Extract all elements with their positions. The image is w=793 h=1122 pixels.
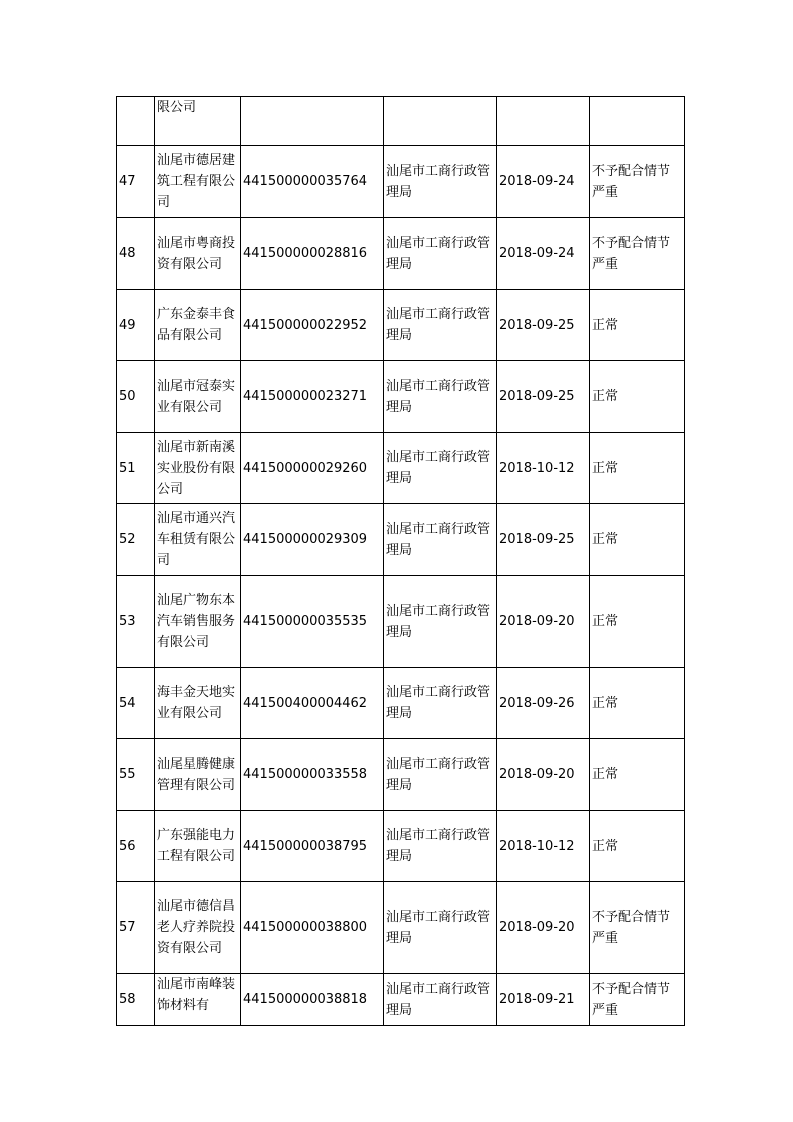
company-name: 海丰金天地实业有限公司 xyxy=(155,668,241,739)
row-number xyxy=(117,97,155,146)
row-number: 50 xyxy=(117,361,155,433)
authority xyxy=(384,97,497,146)
status: 不予配合情节严重 xyxy=(590,974,685,1026)
table-row xyxy=(117,504,685,576)
company-name: 广东强能电力工程有限公司 xyxy=(155,811,241,882)
authority: 汕尾市工商行政管理局 xyxy=(384,433,497,504)
authority: 汕尾市工商行政管理局 xyxy=(384,504,497,576)
table-row xyxy=(117,290,685,361)
row-number: 58 xyxy=(117,974,155,1026)
registration-code: 441500000023271 xyxy=(241,361,384,433)
table-row xyxy=(117,739,685,811)
authority: 汕尾市工商行政管理局 xyxy=(384,974,497,1026)
company-name: 汕尾市德居建筑工程有限公司 xyxy=(155,146,241,218)
status: 不予配合情节严重 xyxy=(590,146,685,218)
table-row xyxy=(117,974,685,1026)
table-row xyxy=(117,433,685,504)
date: 2018-09-25 xyxy=(497,361,590,433)
company-name: 汕尾市冠泰实业有限公司 xyxy=(155,361,241,433)
row-number: 53 xyxy=(117,576,155,668)
status xyxy=(590,97,685,146)
date: 2018-10-12 xyxy=(497,433,590,504)
authority: 汕尾市工商行政管理局 xyxy=(384,576,497,668)
row-number: 48 xyxy=(117,218,155,290)
row-number: 47 xyxy=(117,146,155,218)
table-row xyxy=(117,146,685,218)
company-name: 广东金泰丰食品有限公司 xyxy=(155,290,241,361)
enterprise-table xyxy=(116,96,685,1026)
date xyxy=(497,97,590,146)
table-row xyxy=(117,811,685,882)
date: 2018-09-20 xyxy=(497,739,590,811)
company-name: 汕尾市德信昌老人疗养院投资有限公司 xyxy=(155,882,241,974)
registration-code: 441500000022952 xyxy=(241,290,384,361)
date: 2018-10-12 xyxy=(497,811,590,882)
date: 2018-09-21 xyxy=(497,974,590,1026)
registration-code: 441500400004462 xyxy=(241,668,384,739)
status: 不予配合情节严重 xyxy=(590,882,685,974)
status: 正常 xyxy=(590,668,685,739)
row-number: 55 xyxy=(117,739,155,811)
table-row xyxy=(117,576,685,668)
date: 2018-09-20 xyxy=(497,882,590,974)
authority: 汕尾市工商行政管理局 xyxy=(384,218,497,290)
authority: 汕尾市工商行政管理局 xyxy=(384,668,497,739)
authority: 汕尾市工商行政管理局 xyxy=(384,146,497,218)
registration-code: 441500000038800 xyxy=(241,882,384,974)
registration-code: 441500000038818 xyxy=(241,974,384,1026)
date: 2018-09-20 xyxy=(497,576,590,668)
table-row xyxy=(117,882,685,974)
table-row xyxy=(117,361,685,433)
authority: 汕尾市工商行政管理局 xyxy=(384,739,497,811)
status: 不予配合情节严重 xyxy=(590,218,685,290)
company-name: 限公司 xyxy=(155,97,241,146)
row-number: 54 xyxy=(117,668,155,739)
registration-code: 441500000028816 xyxy=(241,218,384,290)
status: 正常 xyxy=(590,811,685,882)
table-row xyxy=(117,218,685,290)
status: 正常 xyxy=(590,290,685,361)
status: 正常 xyxy=(590,739,685,811)
date: 2018-09-24 xyxy=(497,146,590,218)
registration-code: 441500000029260 xyxy=(241,433,384,504)
date: 2018-09-25 xyxy=(497,504,590,576)
company-name: 汕尾市南峰装饰材料有 xyxy=(155,974,241,1026)
status: 正常 xyxy=(590,504,685,576)
authority: 汕尾市工商行政管理局 xyxy=(384,811,497,882)
table-row xyxy=(117,668,685,739)
date: 2018-09-25 xyxy=(497,290,590,361)
registration-code: 441500000029309 xyxy=(241,504,384,576)
authority: 汕尾市工商行政管理局 xyxy=(384,882,497,974)
date: 2018-09-26 xyxy=(497,668,590,739)
company-name: 汕尾市通兴汽车租赁有限公司 xyxy=(155,504,241,576)
date: 2018-09-24 xyxy=(497,218,590,290)
registration-code: 441500000038795 xyxy=(241,811,384,882)
row-number: 51 xyxy=(117,433,155,504)
status: 正常 xyxy=(590,361,685,433)
registration-code xyxy=(241,97,384,146)
company-name: 汕尾市新南溪实业股份有限公司 xyxy=(155,433,241,504)
registration-code: 441500000035535 xyxy=(241,576,384,668)
company-name: 汕尾广物东本汽车销售服务有限公司 xyxy=(155,576,241,668)
authority: 汕尾市工商行政管理局 xyxy=(384,290,497,361)
authority: 汕尾市工商行政管理局 xyxy=(384,361,497,433)
registration-code: 441500000033558 xyxy=(241,739,384,811)
row-number: 57 xyxy=(117,882,155,974)
registration-code: 441500000035764 xyxy=(241,146,384,218)
status: 正常 xyxy=(590,433,685,504)
company-name: 汕尾星腾健康管理有限公司 xyxy=(155,739,241,811)
table-row xyxy=(117,97,685,146)
row-number: 52 xyxy=(117,504,155,576)
row-number: 49 xyxy=(117,290,155,361)
status: 正常 xyxy=(590,576,685,668)
company-name: 汕尾市粤商投资有限公司 xyxy=(155,218,241,290)
row-number: 56 xyxy=(117,811,155,882)
